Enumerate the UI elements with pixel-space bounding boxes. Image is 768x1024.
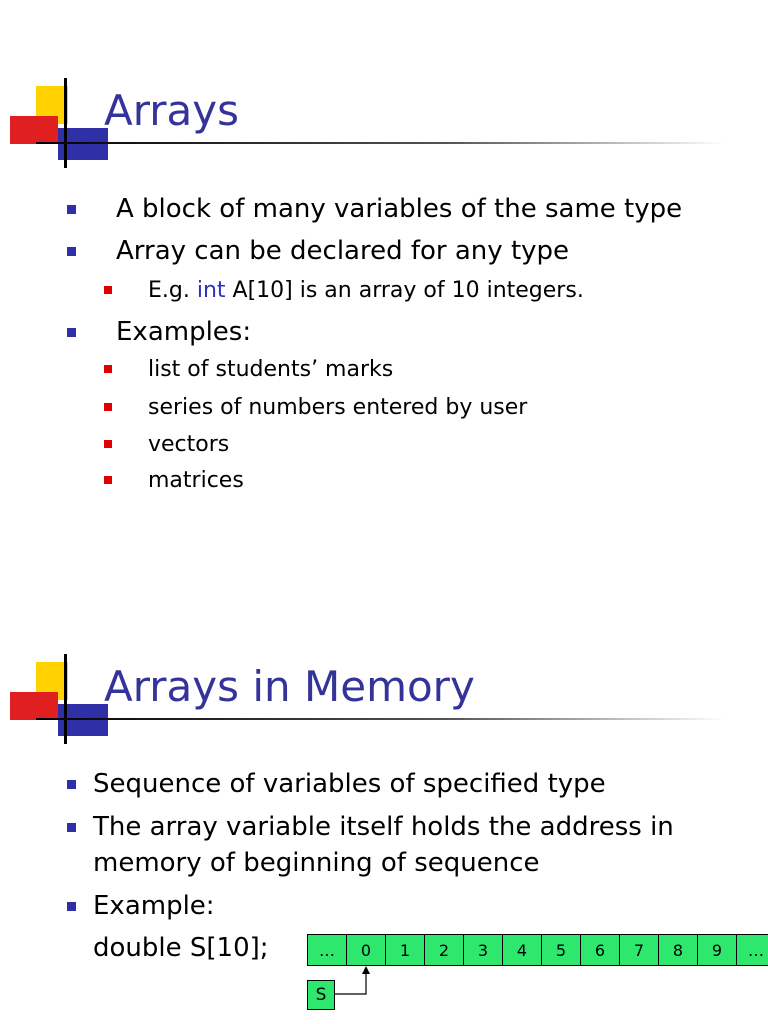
logo-red-block [10,116,58,144]
memory-cell: 3 [463,934,503,966]
pointer-arrow [0,640,768,1024]
slide-title: Arrays in Memory [104,662,475,711]
sub-bullet-text: matrices [148,468,244,493]
sub-bullet-text: series of numbers entered by user [148,395,528,420]
sub-bullet-square-icon [104,476,112,484]
bullet-square-icon [67,205,76,214]
pointer-variable-box: S [307,980,335,1010]
bullet-text: Examples: [116,317,252,347]
keyword-int: int [196,278,226,303]
memory-cell: … [307,934,347,966]
memory-cell: 9 [697,934,737,966]
bullet-text: Example: [93,891,215,921]
slide-logo [0,86,110,186]
eg-prefix: E.g. [148,278,197,303]
sub-bullet-text: vectors [148,432,230,457]
sub-bullet-square-icon [104,286,112,294]
logo-vertical-line [64,78,67,168]
bullet-square-icon [67,247,76,256]
bullet-text: memory of beginning of sequence [93,848,540,878]
title-underline [36,142,726,144]
sub-bullet-square-icon [104,440,112,448]
memory-cell: 7 [619,934,659,966]
memory-cell: 1 [385,934,425,966]
eg-suffix: A[10] is an array of 10 integers. [225,278,584,303]
memory-cell: 5 [541,934,581,966]
declaration-text: double S[10]; [93,933,269,963]
memory-cell: … [736,934,768,966]
slide-arrays-in-memory [0,640,768,1024]
bullet-square-icon [67,328,76,337]
bullet-text: The array variable itself holds the address in [93,812,674,842]
bullet-item [67,236,569,266]
bullet-text: Array can be declared for any type [116,236,570,266]
bullet-text: A block of many variables of the same type [116,194,683,224]
bullet-item [67,194,682,224]
slide-title: Arrays [104,86,240,135]
bullet-item [67,317,251,347]
sub-bullet-square-icon [104,365,112,373]
sub-bullet-text: list of students’ marks [148,357,394,382]
memory-cell: 6 [580,934,620,966]
memory-cell: 4 [502,934,542,966]
memory-cell: 0 [346,934,386,966]
memory-cell: 8 [658,934,698,966]
sub-bullet-item [104,432,229,457]
sub-bullet-item [104,278,584,303]
bullet-text: Sequence of variables of specified type [93,769,606,799]
sub-bullet-item [104,468,244,493]
sub-bullet-item [104,357,393,382]
sub-bullet-item [104,395,527,420]
memory-cell: 2 [424,934,464,966]
sub-bullet-square-icon [104,403,112,411]
sub-bullet-text [148,278,584,303]
